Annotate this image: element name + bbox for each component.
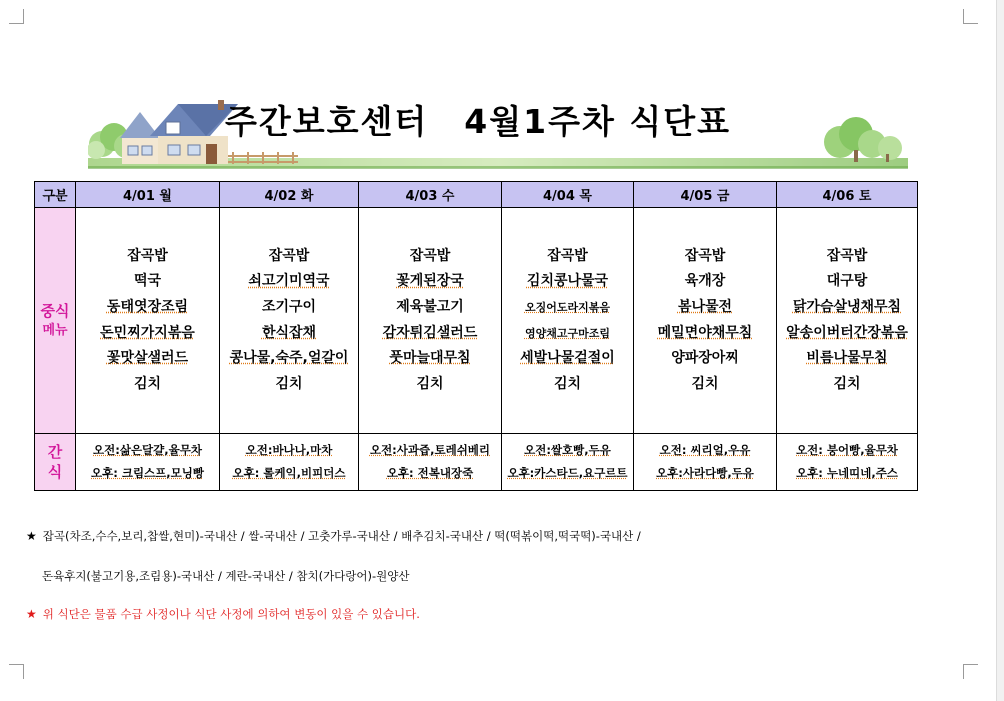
- origin-note-line1: 잡곡(차조,수수,보리,찹쌀,현미)-국내산 / 쌀-국내산 / 고춧가루-국내산 / 배추김치-국내산 / 떡(떡볶이떡,떡국떡)-국내산 /: [42, 529, 641, 543]
- lunch-cell: [502, 208, 634, 434]
- menu-item: 콩나물,숙주,얼갈이: [229, 350, 349, 367]
- page-corner-bottom-right: [963, 664, 978, 679]
- menu-item: 꽃맛살샐러드: [106, 350, 189, 367]
- menu-item: 닭가슴살냉채무침: [792, 298, 902, 315]
- menu-item: 봄나물전: [677, 298, 733, 315]
- snack-cell: [220, 434, 359, 491]
- menu-item: 잡곡밥: [127, 247, 168, 264]
- menu-item: 메밀면야채무침: [657, 324, 753, 341]
- lunch-cell: [634, 208, 777, 434]
- snack-cell: [634, 434, 777, 491]
- menu-item: 풋마늘대무침: [389, 350, 471, 367]
- corner-label: 구분: [35, 182, 76, 208]
- menu-item: 잡곡밥: [409, 247, 451, 264]
- menu-item: 양파장아찌: [671, 350, 739, 367]
- snack-pm: 오후:사라다빵,두유: [656, 466, 754, 480]
- menu-item: 오징어도라지볶음: [524, 300, 610, 314]
- warning-text: 위 식단은 물품 수급 사정이나 식단 사정에 의하여 변동이 있을 수 있습니다.: [42, 607, 420, 621]
- snack-label: 간 식: [35, 434, 76, 491]
- snack-cell: [359, 434, 502, 491]
- day-header: 4/03 수: [359, 182, 502, 208]
- snack-am: 오전:쌀호빵,두유: [524, 443, 611, 457]
- snack-row: [35, 434, 918, 491]
- page-corner-bottom-left: [9, 664, 24, 679]
- snack-am: 오전: 붕어빵,율무차: [796, 443, 898, 457]
- menu-item: 떡국: [133, 273, 162, 290]
- menu-change-warning: [26, 606, 420, 622]
- menu-item: 한식잡채: [261, 324, 317, 341]
- lunch-cell: [777, 208, 918, 434]
- page-title: [225, 96, 731, 143]
- menu-item: 잡곡밥: [547, 247, 588, 264]
- menu-item: 영양채고구마조림: [524, 326, 610, 340]
- menu-item: 비름나물무침: [806, 350, 888, 367]
- menu-item: 알송이버터간장볶음: [786, 324, 908, 341]
- lunch-cell: [359, 208, 502, 434]
- snack-cell: [502, 434, 634, 491]
- page-corner-top-right: [963, 9, 978, 24]
- menu-item: 감자튀김샐러드: [382, 324, 478, 341]
- snack-pm: 오후: 크림스프,모닝빵: [91, 466, 204, 480]
- snack-pm: 오후: 롤케익,비피더스: [232, 466, 346, 480]
- star-icon: ★: [26, 529, 37, 543]
- menu-item: 제육불고기: [396, 298, 464, 315]
- lunch-cell: [220, 208, 359, 434]
- menu-item: 김치: [275, 375, 303, 392]
- lunch-label: 중식 메뉴: [35, 208, 76, 434]
- lunch-cell: [76, 208, 220, 434]
- menu-item: 세발나물겉절이: [520, 350, 615, 367]
- snack-am: 오전: 씨리얼,우유: [659, 443, 751, 457]
- day-header: 4/04 목: [502, 182, 634, 208]
- menu-item: 잡곡밥: [268, 247, 310, 264]
- snack-cell: [777, 434, 918, 491]
- menu-item: 잡곡밥: [826, 247, 868, 264]
- menu-item: 김치콩나물국: [526, 273, 609, 290]
- menu-item: 육개장: [684, 273, 726, 290]
- header-row: [35, 182, 918, 208]
- title-center-name: 주간보호센터: [225, 102, 429, 141]
- menu-item: 대구탕: [826, 273, 868, 290]
- origin-note-line2: 돈육후지(불고기용,조림용)-국내산 / 계란-국내산 / 참치(가다랑어)-원양산: [42, 569, 410, 583]
- menu-item: 꽃게된장국: [396, 273, 464, 290]
- weekly-menu-table: [34, 181, 918, 491]
- menu-item: 쇠고기미역국: [248, 273, 330, 290]
- menu-item: 김치: [553, 375, 582, 392]
- page-corner-top-left: [9, 9, 24, 24]
- menu-item: 잡곡밥: [684, 247, 726, 264]
- day-header: 4/02 화: [220, 182, 359, 208]
- menu-item: 조기구이: [261, 298, 317, 315]
- menu-item: 돈민찌가지볶음: [100, 324, 195, 341]
- day-header: 4/01 월: [76, 182, 220, 208]
- menu-item: 김치: [691, 375, 719, 392]
- snack-pm: 오후:카스타드,요구르트: [507, 466, 628, 480]
- snack-cell: [76, 434, 220, 491]
- day-header: 4/05 금: [634, 182, 777, 208]
- origin-note: [26, 528, 641, 544]
- vertical-scrollbar[interactable]: [996, 0, 1004, 701]
- menu-item: 김치: [133, 375, 162, 392]
- menu-item: 동태엿장조림: [106, 298, 189, 315]
- snack-am: 오전:사과즙,토레쉬베리: [369, 443, 491, 457]
- snack-pm: 오후: 누네띠네,주스: [796, 466, 898, 480]
- lunch-row: [35, 208, 918, 434]
- snack-am: 오전:삶은달걀,율무차: [93, 443, 202, 457]
- title-week: 4월1주차 식단표: [464, 102, 731, 141]
- snack-pm: 오후: 전복내장죽: [386, 466, 474, 480]
- menu-item: 김치: [416, 375, 444, 392]
- day-header: 4/06 토: [777, 182, 918, 208]
- menu-item: 김치: [833, 375, 861, 392]
- star-icon: ★: [26, 607, 37, 621]
- snack-am: 오전:바나나,마차: [245, 443, 333, 457]
